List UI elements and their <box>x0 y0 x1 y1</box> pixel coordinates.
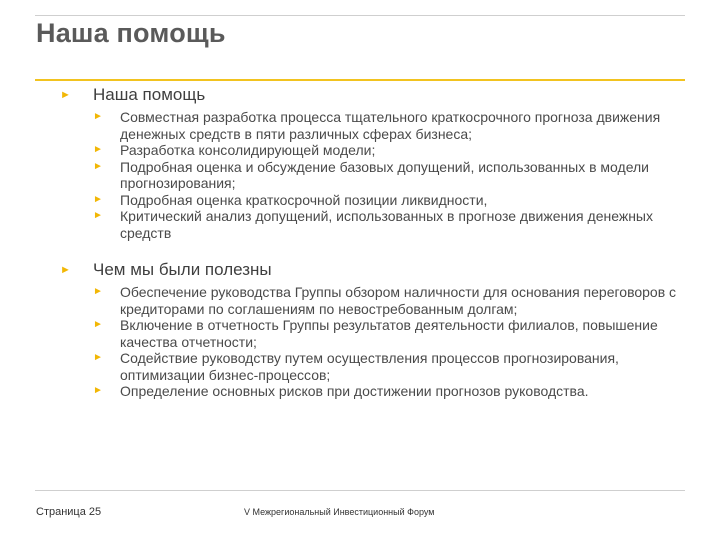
accent-divider <box>35 79 685 81</box>
arrow-bullet-icon: ► <box>93 210 103 221</box>
section-heading-text: Чем мы были полезны <box>93 260 272 279</box>
bullet-list <box>60 284 690 400</box>
arrow-bullet-icon: ► <box>93 144 103 155</box>
arrow-bullet-icon: ► <box>93 193 103 205</box>
page-number: Страница 25 <box>36 506 102 518</box>
arrow-bullet-icon: ► <box>93 385 103 396</box>
footer-event: V Межрегиональный Инвестиционный Форум <box>244 507 435 517</box>
list-item: ► Включение в отчетность Группы результатов деятельности филиалов, повышение качества отчетности; <box>93 317 658 350</box>
section-heading <box>60 84 690 106</box>
arrow-bullet-icon: ► <box>60 89 71 101</box>
list-item: ► Обеспечение руководства Группы обзором наличности для основания переговоров с кредиторами по соглашениям по невостребованным долгам; <box>93 284 677 317</box>
list-item: ► Содействие руководству путем осуществления процессов прогнозирования, оптимизации бизнес-процессов; <box>93 350 619 383</box>
arrow-bullet-icon: ► <box>93 160 103 172</box>
bottom-divider <box>35 490 685 491</box>
section-heading-text: Наша помощь <box>93 85 206 104</box>
list-item: ► Подробная оценка и обсуждение базовых допущений, использованных в модели прогнозирования; <box>93 158 650 191</box>
list-item: ► Критический анализ допущений, использованных в прогнозе движения денежных средств <box>93 208 653 241</box>
list-item: ► Разработка консолидирующей модели; <box>93 142 376 158</box>
top-divider <box>35 15 685 16</box>
page-title: Наша помощь <box>36 18 226 48</box>
arrow-bullet-icon: ► <box>93 319 103 330</box>
arrow-bullet-icon: ► <box>93 286 103 297</box>
section-how-we-helped <box>60 259 690 400</box>
arrow-bullet-icon: ► <box>93 111 103 122</box>
arrow-bullet-icon: ► <box>93 352 103 363</box>
list-item: ► Подробная оценка краткосрочной позиции ликвидности, <box>93 191 488 208</box>
section-our-help <box>60 84 690 241</box>
bullet-list <box>60 109 690 241</box>
section-heading <box>60 259 690 281</box>
list-item: ► Совместная разработка процесса тщательного краткосрочного прогноза движения денежных средств в пяти различных сферах бизнеса; <box>93 109 661 142</box>
content <box>60 84 690 400</box>
list-item: ► Определение основных рисков при достижении прогнозов руководства. <box>93 383 589 399</box>
arrow-bullet-icon: ► <box>60 264 71 276</box>
